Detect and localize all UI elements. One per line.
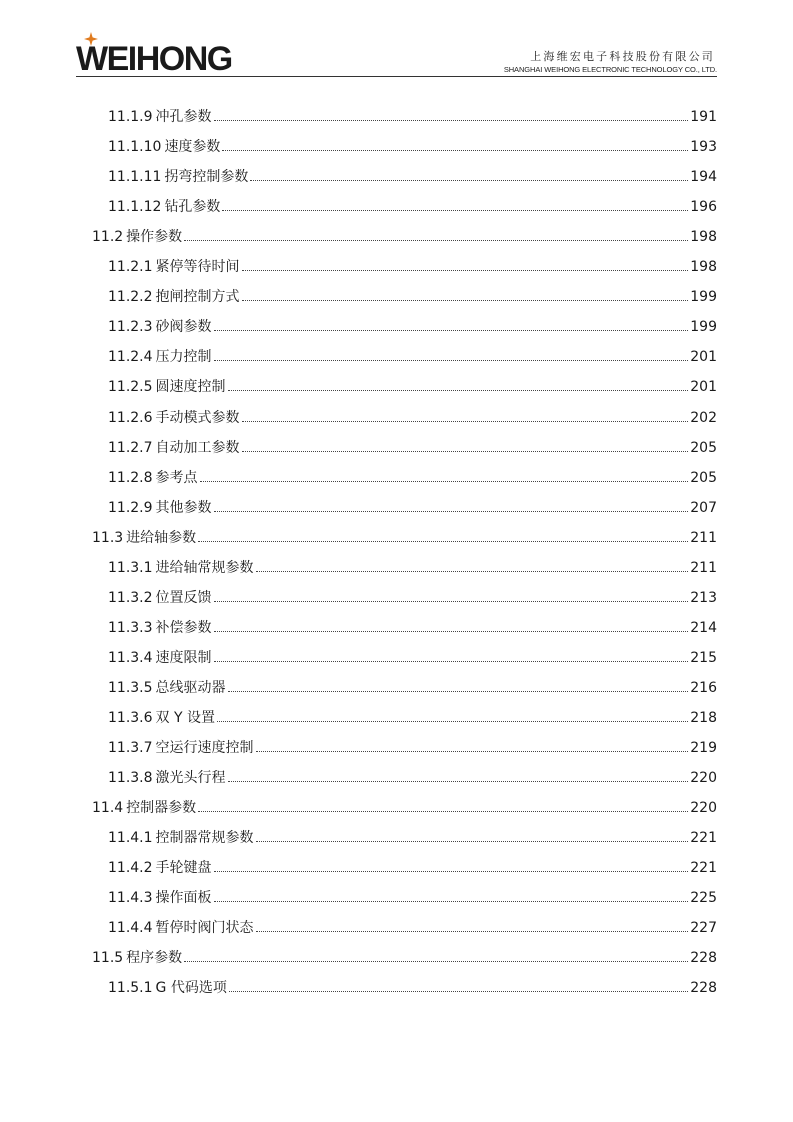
toc-entry[interactable] [92, 126, 717, 156]
toc-entry-title: 操作参数 [126, 229, 183, 246]
toc-entry[interactable] [92, 937, 717, 967]
toc-dot-leader [242, 451, 689, 452]
toc-entry-page-number: 199 [690, 319, 717, 336]
toc-entry-title: 压力控制 [155, 349, 212, 366]
toc-entry-page-number: 194 [690, 169, 717, 186]
toc-entry-number: 11.4.3 [108, 890, 153, 907]
toc-entry-title: 冲孔参数 [155, 109, 212, 126]
toc-entry-page-number: 220 [690, 800, 717, 817]
toc-entry-number: 11.2 [92, 229, 124, 246]
page-header [0, 0, 793, 80]
toc-entry-number: 11.2.2 [108, 289, 153, 306]
toc-dot-leader [256, 571, 689, 572]
toc-entry[interactable] [92, 306, 717, 336]
toc-entry-title: 控制器常规参数 [155, 830, 254, 847]
toc-entry-number: 11.2.7 [108, 439, 153, 456]
toc-entry-page-number: 225 [690, 890, 717, 907]
toc-dot-leader [242, 421, 689, 422]
toc-entry-title: 砂阀参数 [155, 319, 212, 336]
toc-entry[interactable] [92, 577, 717, 607]
toc-entry-number: 11.3 [92, 529, 124, 546]
toc-entry-number: 11.3.5 [108, 679, 153, 696]
toc-entry-number: 11.3.8 [108, 770, 153, 787]
toc-entry-title: 激光头行程 [155, 770, 226, 787]
toc-entry-number: 11.1.9 [108, 109, 153, 126]
toc-entry-title: 总线驱动器 [155, 679, 226, 696]
toc-entry[interactable] [92, 366, 717, 396]
toc-entry-title: 紧停等待时间 [155, 259, 240, 276]
toc-dot-leader [222, 150, 688, 151]
toc-dot-leader [256, 931, 689, 932]
toc-entry[interactable] [92, 396, 717, 426]
toc-entry[interactable] [92, 427, 717, 457]
toc-entry-number: 11.4 [92, 800, 124, 817]
toc-entry-page-number: 219 [690, 740, 717, 757]
toc-entry[interactable] [92, 847, 717, 877]
toc-entry[interactable] [92, 276, 717, 306]
toc-entry-title: 速度参数 [164, 139, 221, 156]
toc-entry-page-number: 202 [690, 409, 717, 426]
toc-dot-leader [214, 661, 689, 662]
toc-entry-page-number: 201 [690, 379, 717, 396]
toc-dot-leader [214, 330, 689, 331]
toc-entry-title: 控制器参数 [126, 800, 197, 817]
toc-entry-title: G 代码选项 [155, 980, 227, 997]
toc-dot-leader [214, 511, 689, 512]
toc-entry-page-number: 213 [690, 589, 717, 606]
toc-entry-title: 圆速度控制 [155, 379, 226, 396]
toc-entry-number: 11.2.8 [108, 469, 153, 486]
toc-entry-number: 11.1.10 [108, 139, 162, 156]
toc-entry[interactable] [92, 817, 717, 847]
toc-entry-number: 11.1.11 [108, 169, 162, 186]
toc-entry-title: 操作面板 [155, 890, 212, 907]
toc-entry[interactable] [92, 517, 717, 547]
logo-text: WEIHONG [76, 40, 232, 78]
toc-entry[interactable] [92, 667, 717, 697]
toc-dot-leader [214, 901, 689, 902]
toc-entry[interactable] [92, 697, 717, 727]
toc-entry-number: 11.2.1 [108, 259, 153, 276]
toc-entry-page-number: 205 [690, 439, 717, 456]
toc-entry-page-number: 198 [690, 259, 717, 276]
toc-entry-title: 暂停时阀门状态 [155, 920, 254, 937]
toc-dot-leader [198, 541, 688, 542]
toc-entry-number: 11.2.6 [108, 409, 153, 426]
toc-entry-page-number: 228 [690, 980, 717, 997]
toc-entry-page-number: 201 [690, 349, 717, 366]
toc-dot-leader [242, 270, 689, 271]
company-name-english: SHANGHAI WEIHONG ELECTRONIC TECHNOLOGY CO., LTD. [503, 65, 717, 74]
toc-dot-leader [214, 601, 689, 602]
toc-entry[interactable] [92, 156, 717, 186]
toc-dot-leader [242, 300, 689, 301]
toc-entry[interactable] [92, 186, 717, 216]
toc-dot-leader [256, 751, 689, 752]
toc-entry-title: 手轮键盘 [155, 860, 212, 877]
toc-entry[interactable] [92, 877, 717, 907]
toc-dot-leader [200, 481, 689, 482]
table-of-contents [92, 96, 717, 997]
toc-dot-leader [214, 120, 689, 121]
toc-entry-number: 11.5.1 [108, 980, 153, 997]
toc-entry-number: 11.2.4 [108, 349, 153, 366]
toc-entry-title: 拐弯控制参数 [164, 169, 249, 186]
toc-entry-number: 11.2.3 [108, 319, 153, 336]
toc-dot-leader [250, 180, 688, 181]
toc-entry[interactable] [92, 787, 717, 817]
toc-entry-number: 11.3.3 [108, 619, 153, 636]
toc-entry[interactable] [92, 487, 717, 517]
toc-entry-number: 11.1.12 [108, 199, 162, 216]
toc-entry-title: 手动模式参数 [155, 409, 240, 426]
toc-entry-page-number: 221 [690, 830, 717, 847]
toc-dot-leader [184, 240, 688, 241]
header-divider [76, 76, 717, 77]
toc-entry-title: 自动加工参数 [155, 439, 240, 456]
toc-entry[interactable] [92, 336, 717, 366]
toc-entry-number: 11.3.6 [108, 709, 153, 726]
toc-entry-page-number: 211 [690, 529, 717, 546]
toc-entry-page-number: 199 [690, 289, 717, 306]
toc-entry-page-number: 215 [690, 649, 717, 666]
toc-entry-number: 11.3.2 [108, 589, 153, 606]
toc-dot-leader [184, 961, 688, 962]
toc-entry[interactable] [92, 96, 717, 126]
toc-entry-page-number: 198 [690, 229, 717, 246]
toc-entry-page-number: 193 [690, 139, 717, 156]
toc-entry-number: 11.5 [92, 950, 124, 967]
toc-dot-leader [228, 390, 689, 391]
toc-entry-number: 11.2.5 [108, 379, 153, 396]
toc-entry-title: 参考点 [155, 469, 198, 486]
toc-entry[interactable] [92, 637, 717, 667]
toc-entry-title: 空运行速度控制 [155, 740, 254, 757]
toc-entry-title: 抱闸控制方式 [155, 289, 240, 306]
toc-entry[interactable] [92, 246, 717, 276]
toc-dot-leader [222, 210, 688, 211]
toc-entry-number: 11.2.9 [108, 499, 153, 516]
toc-entry-number: 11.4.4 [108, 920, 153, 937]
toc-entry-page-number: 228 [690, 950, 717, 967]
toc-entry-title: 程序参数 [126, 950, 183, 967]
toc-entry[interactable] [92, 757, 717, 787]
toc-entry-number: 11.4.2 [108, 860, 153, 877]
toc-entry-page-number: 211 [690, 559, 717, 576]
toc-entry-title: 进给轴常规参数 [155, 559, 254, 576]
toc-entry-page-number: 218 [690, 709, 717, 726]
toc-dot-leader [228, 691, 689, 692]
toc-entry[interactable] [92, 547, 717, 577]
toc-entry-page-number: 214 [690, 619, 717, 636]
toc-entry-title: 钻孔参数 [164, 199, 221, 216]
toc-dot-leader [214, 871, 689, 872]
toc-entry-number: 11.3.4 [108, 649, 153, 666]
toc-dot-leader [256, 841, 689, 842]
toc-entry-number: 11.4.1 [108, 830, 153, 847]
toc-entry-title: 进给轴参数 [126, 529, 197, 546]
toc-dot-leader [198, 811, 688, 812]
toc-entry-page-number: 207 [690, 499, 717, 516]
toc-dot-leader [229, 991, 688, 992]
toc-entry-title: 其他参数 [155, 499, 212, 516]
toc-dot-leader [214, 360, 689, 361]
toc-entry-page-number: 205 [690, 469, 717, 486]
toc-dot-leader [214, 631, 689, 632]
toc-entry[interactable] [92, 727, 717, 757]
toc-entry-page-number: 216 [690, 679, 717, 696]
toc-entry-page-number: 196 [690, 199, 717, 216]
toc-entry[interactable] [92, 907, 717, 937]
toc-dot-leader [217, 721, 688, 722]
toc-entry[interactable] [92, 457, 717, 487]
toc-entry-page-number: 221 [690, 860, 717, 877]
toc-entry-page-number: 220 [690, 770, 717, 787]
toc-entry-title: 双 Y 设置 [155, 709, 215, 726]
toc-entry-title: 速度限制 [155, 649, 212, 666]
company-name-chinese: 上海维宏电子科技股份有限公司 [530, 50, 715, 63]
toc-entry-number: 11.3.1 [108, 559, 153, 576]
toc-entry-page-number: 227 [690, 920, 717, 937]
toc-entry-page-number: 191 [690, 109, 717, 126]
toc-entry-title: 补偿参数 [155, 619, 212, 636]
toc-entry[interactable] [92, 607, 717, 637]
toc-entry-title: 位置反馈 [155, 589, 212, 606]
toc-entry[interactable] [92, 967, 717, 997]
toc-entry[interactable] [92, 216, 717, 246]
toc-dot-leader [228, 781, 689, 782]
toc-entry-number: 11.3.7 [108, 740, 153, 757]
